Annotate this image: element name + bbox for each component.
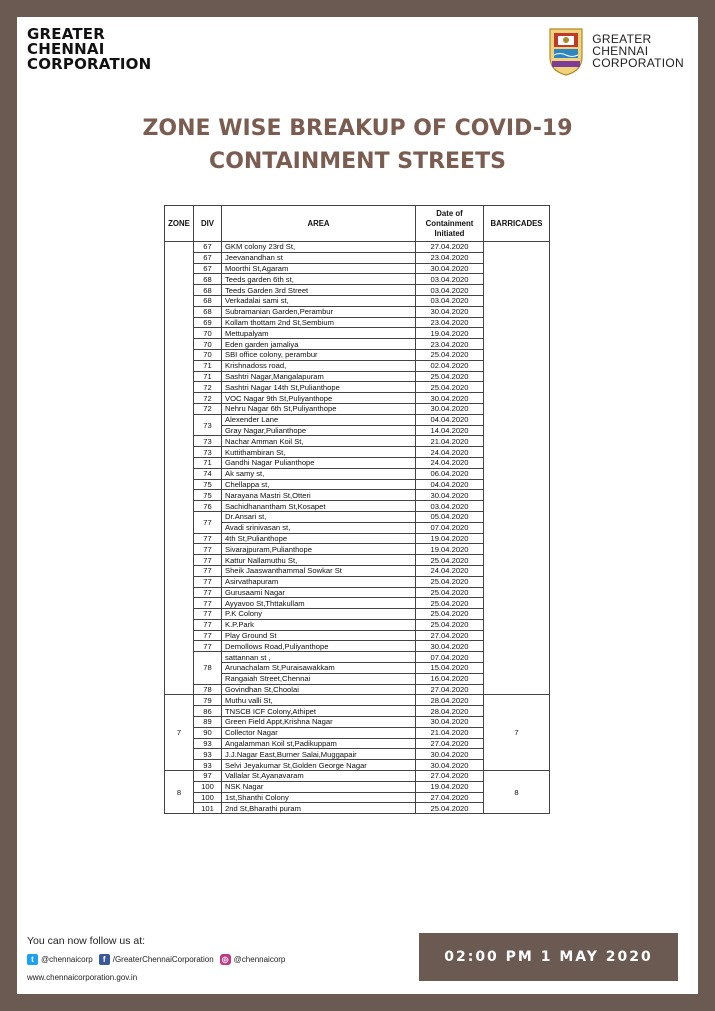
date-cell: 15.04.2020	[416, 663, 484, 674]
area-cell: Play Ground St	[222, 630, 416, 641]
area-cell: Collector Nagar	[222, 727, 416, 738]
timestamp-badge: 02:00 PM 1 MAY 2020	[419, 933, 678, 981]
website-link[interactable]: www.chennaicorporation.gov.in	[27, 973, 138, 982]
div-cell: 78	[194, 652, 222, 684]
date-cell: 03.04.2020	[416, 285, 484, 296]
area-cell: Alexender Lane	[222, 414, 416, 425]
barricades-cell: 8	[484, 771, 550, 814]
div-cell: 78	[194, 684, 222, 695]
table-row	[165, 242, 550, 253]
area-cell: Dr.Ansari st,	[222, 511, 416, 522]
area-cell: Nachar Amman Koil St,	[222, 436, 416, 447]
date-cell: 24.04.2020	[416, 447, 484, 458]
div-cell: 69	[194, 317, 222, 328]
div-cell: 73	[194, 447, 222, 458]
brand-line: CORPORATION	[27, 55, 152, 73]
div-cell: 77	[194, 619, 222, 630]
date-cell: 25.04.2020	[416, 803, 484, 814]
date-cell: 03.04.2020	[416, 295, 484, 306]
brand-logo-right	[546, 25, 684, 77]
date-cell: 24.04.2020	[416, 565, 484, 576]
div-cell: 77	[194, 511, 222, 533]
date-cell: 07.04.2020	[416, 522, 484, 533]
date-cell: 24.04.2020	[416, 457, 484, 468]
div-cell: 73	[194, 414, 222, 436]
area-cell: Jeevanandhan st	[222, 252, 416, 263]
area-cell: Chellappa st,	[222, 479, 416, 490]
div-cell: 100	[194, 792, 222, 803]
brand-line: CORPORATION	[592, 56, 684, 70]
date-cell: 25.04.2020	[416, 587, 484, 598]
area-cell: Subramanian Garden,Perambur	[222, 306, 416, 317]
date-cell: 30.04.2020	[416, 263, 484, 274]
date-cell: 04.04.2020	[416, 479, 484, 490]
date-cell: 30.04.2020	[416, 717, 484, 728]
date-cell: 25.04.2020	[416, 371, 484, 382]
div-cell: 72	[194, 403, 222, 414]
date-cell: 25.04.2020	[416, 619, 484, 630]
table-body	[165, 242, 550, 814]
date-cell: 25.04.2020	[416, 609, 484, 620]
div-cell: 77	[194, 544, 222, 555]
date-cell: 25.04.2020	[416, 555, 484, 566]
date-cell: 05.04.2020	[416, 511, 484, 522]
area-cell: Mettupalyam	[222, 328, 416, 339]
facebook-icon: f	[99, 954, 110, 965]
area-cell: Angalamman Koil st,Padikuppam	[222, 738, 416, 749]
twitter-handle[interactable]: @chennaicorp	[41, 955, 93, 964]
date-cell: 25.04.2020	[416, 576, 484, 587]
header-div: DIV	[194, 206, 222, 242]
area-cell: 2nd St,Bharathi puram	[222, 803, 416, 814]
div-cell: 67	[194, 242, 222, 253]
area-cell: J.J.Nagar East,Burner Salai,Muggapair	[222, 749, 416, 760]
area-cell: Gray Nagar,Pulianthope	[222, 425, 416, 436]
table-row	[165, 771, 550, 782]
area-cell: Sivarajpuram,Pulianthope	[222, 544, 416, 555]
date-cell: 03.04.2020	[416, 501, 484, 512]
div-cell: 93	[194, 760, 222, 771]
header-zone: ZONE	[165, 206, 194, 242]
div-cell: 72	[194, 382, 222, 393]
date-cell: 02.04.2020	[416, 360, 484, 371]
brand-wordmark-right	[592, 33, 684, 69]
date-cell: 04.04.2020	[416, 414, 484, 425]
date-cell: 03.04.2020	[416, 274, 484, 285]
date-cell: 23.04.2020	[416, 339, 484, 350]
area-cell: Narayana Mastri St,Otteri	[222, 490, 416, 501]
barricades-cell: 7	[484, 695, 550, 771]
div-cell: 67	[194, 252, 222, 263]
table-row	[165, 695, 550, 706]
div-cell: 76	[194, 501, 222, 512]
date-cell: 28.04.2020	[416, 706, 484, 717]
date-cell: 23.04.2020	[416, 317, 484, 328]
div-cell: 72	[194, 393, 222, 404]
social-links	[27, 954, 285, 965]
footer-social	[27, 935, 285, 982]
div-cell: 77	[194, 587, 222, 598]
area-cell: Demollows Road,Puliyanthope	[222, 641, 416, 652]
date-cell: 19.04.2020	[416, 533, 484, 544]
brand-line: CHENNAI	[592, 44, 649, 58]
div-cell: 68	[194, 274, 222, 285]
area-cell: Avadi srinivasan st,	[222, 522, 416, 533]
date-cell: 30.04.2020	[416, 393, 484, 404]
date-cell: 30.04.2020	[416, 641, 484, 652]
div-cell: 101	[194, 803, 222, 814]
title-line: CONTAINMENT STREETS	[209, 149, 506, 174]
follow-text: You can now follow us at:	[27, 935, 146, 947]
date-cell: 27.04.2020	[416, 792, 484, 803]
div-cell: 70	[194, 349, 222, 360]
table-header-row	[165, 206, 550, 242]
area-cell: Govindhan St,Choolai	[222, 684, 416, 695]
div-cell: 86	[194, 706, 222, 717]
area-cell: Teeds garden 6th st,	[222, 274, 416, 285]
div-cell: 77	[194, 641, 222, 652]
div-cell: 68	[194, 306, 222, 317]
area-cell: VOC Nagar 9th St,Puliyanthope	[222, 393, 416, 404]
area-cell: GKM colony 23rd St,	[222, 242, 416, 253]
date-cell: 30.04.2020	[416, 403, 484, 414]
div-cell: 71	[194, 371, 222, 382]
div-cell: 93	[194, 749, 222, 760]
header-date: Date of Containment Initiated	[416, 206, 484, 242]
twitter-icon: t	[27, 954, 38, 965]
area-cell: Teeds Garden 3rd Street	[222, 285, 416, 296]
area-cell: Kuttithambiran St,	[222, 447, 416, 458]
area-cell: sattannan st ,	[222, 652, 416, 663]
date-cell: 27.04.2020	[416, 738, 484, 749]
div-cell: 70	[194, 328, 222, 339]
div-cell: 74	[194, 468, 222, 479]
div-cell: 73	[194, 436, 222, 447]
date-cell: 30.04.2020	[416, 490, 484, 501]
date-cell: 28.04.2020	[416, 695, 484, 706]
div-cell: 100	[194, 781, 222, 792]
corporation-seal-icon	[546, 25, 586, 77]
div-cell: 68	[194, 295, 222, 306]
date-cell: 19.04.2020	[416, 781, 484, 792]
area-cell: Green Field Appt,Krishna Nagar	[222, 717, 416, 728]
area-cell: Ayyavoo St,Thttakullam	[222, 598, 416, 609]
div-cell: 75	[194, 490, 222, 501]
div-cell: 90	[194, 727, 222, 738]
area-cell: Ak samy st,	[222, 468, 416, 479]
div-cell: 97	[194, 771, 222, 782]
brand-line: GREATER	[592, 32, 652, 46]
containment-table-wrap	[164, 205, 550, 814]
area-cell: Verkadalai sami st,	[222, 295, 416, 306]
instagram-icon: ◎	[220, 954, 231, 965]
date-cell: 25.04.2020	[416, 382, 484, 393]
instagram-handle[interactable]: @chennaicorp	[233, 955, 286, 964]
area-cell: Moorthi St,Agaram	[222, 263, 416, 274]
header-area: AREA	[222, 206, 416, 242]
brand-line: GREATER	[27, 25, 105, 43]
div-cell: 77	[194, 565, 222, 576]
brand-wordmark-left	[27, 27, 151, 72]
header-barricades: BARRICADES	[484, 206, 550, 242]
date-cell: 19.04.2020	[416, 328, 484, 339]
div-cell: 67	[194, 263, 222, 274]
brand-line: CHENNAI	[27, 40, 105, 58]
area-cell: Sachidhanantham St,Kosapet	[222, 501, 416, 512]
date-cell: 25.04.2020	[416, 598, 484, 609]
area-cell: 4th St,Pulianthope	[222, 533, 416, 544]
div-cell: 75	[194, 479, 222, 490]
page	[17, 17, 698, 994]
date-cell: 21.04.2020	[416, 727, 484, 738]
area-cell: Kollam thottam 2nd St,Sembium	[222, 317, 416, 328]
date-cell: 27.04.2020	[416, 771, 484, 782]
div-cell: 68	[194, 285, 222, 296]
area-cell: P.K Colony	[222, 609, 416, 620]
area-cell: Sheik Jaaswanthammal Sowkar St	[222, 565, 416, 576]
date-cell: 30.04.2020	[416, 306, 484, 317]
area-cell: Nehru Nagar 6th St,Puliyanthope	[222, 403, 416, 414]
div-cell: 71	[194, 360, 222, 371]
date-cell: 16.04.2020	[416, 673, 484, 684]
date-cell: 27.04.2020	[416, 684, 484, 695]
area-cell: Krishnadoss road,	[222, 360, 416, 371]
div-cell: 77	[194, 533, 222, 544]
zone-cell: 8	[165, 771, 194, 814]
containment-table	[164, 205, 550, 814]
date-cell: 23.04.2020	[416, 252, 484, 263]
area-cell: Sashtri Nagar 14th St,Pulianthope	[222, 382, 416, 393]
date-cell: 19.04.2020	[416, 544, 484, 555]
area-cell: Arunachalam St,Puraisawakkam	[222, 663, 416, 674]
date-cell: 27.04.2020	[416, 242, 484, 253]
area-cell: Selvi Jeyakumar St,Golden George Nagar	[222, 760, 416, 771]
area-cell: NSK Nagar	[222, 781, 416, 792]
date-cell: 27.04.2020	[416, 630, 484, 641]
div-cell: 77	[194, 576, 222, 587]
barricades-cell	[484, 242, 550, 695]
div-cell: 71	[194, 457, 222, 468]
area-cell: 1st,Shanthi Colony	[222, 792, 416, 803]
date-cell: 30.04.2020	[416, 749, 484, 760]
page-title	[17, 112, 698, 178]
area-cell: Vallalar St,Ayanavaram	[222, 771, 416, 782]
div-cell: 77	[194, 598, 222, 609]
date-cell: 07.04.2020	[416, 652, 484, 663]
title-line: ZONE WISE BREAKUP OF COVID-19	[142, 116, 573, 141]
area-cell: K.P.Park	[222, 619, 416, 630]
area-cell: Sashtri Nagar,Mangalapuram	[222, 371, 416, 382]
zone-cell: 7	[165, 695, 194, 771]
area-cell: Muthu valli St,	[222, 695, 416, 706]
div-cell: 77	[194, 555, 222, 566]
area-cell: TNSCB ICF Colony,Athipet	[222, 706, 416, 717]
div-cell: 93	[194, 738, 222, 749]
div-cell: 79	[194, 695, 222, 706]
div-cell: 77	[194, 630, 222, 641]
date-cell: 06.04.2020	[416, 468, 484, 479]
area-cell: Rangaiah Street,Chennai	[222, 673, 416, 684]
area-cell: Kattur Nallamuthu St,	[222, 555, 416, 566]
date-cell: 30.04.2020	[416, 760, 484, 771]
date-cell: 14.04.2020	[416, 425, 484, 436]
facebook-handle[interactable]: /GreaterChennaiCorporation	[112, 955, 214, 964]
zone-cell	[165, 242, 194, 695]
area-cell: Eden garden jamaliya	[222, 339, 416, 350]
area-cell: Asirvathapuram	[222, 576, 416, 587]
date-cell: 25.04.2020	[416, 349, 484, 360]
area-cell: Gandhi Nagar Pulianthope	[222, 457, 416, 468]
area-cell: SBI office colony, perambur	[222, 349, 416, 360]
div-cell: 89	[194, 717, 222, 728]
div-cell: 77	[194, 609, 222, 620]
div-cell: 70	[194, 339, 222, 350]
date-cell: 21.04.2020	[416, 436, 484, 447]
area-cell: Gurusaami Nagar	[222, 587, 416, 598]
